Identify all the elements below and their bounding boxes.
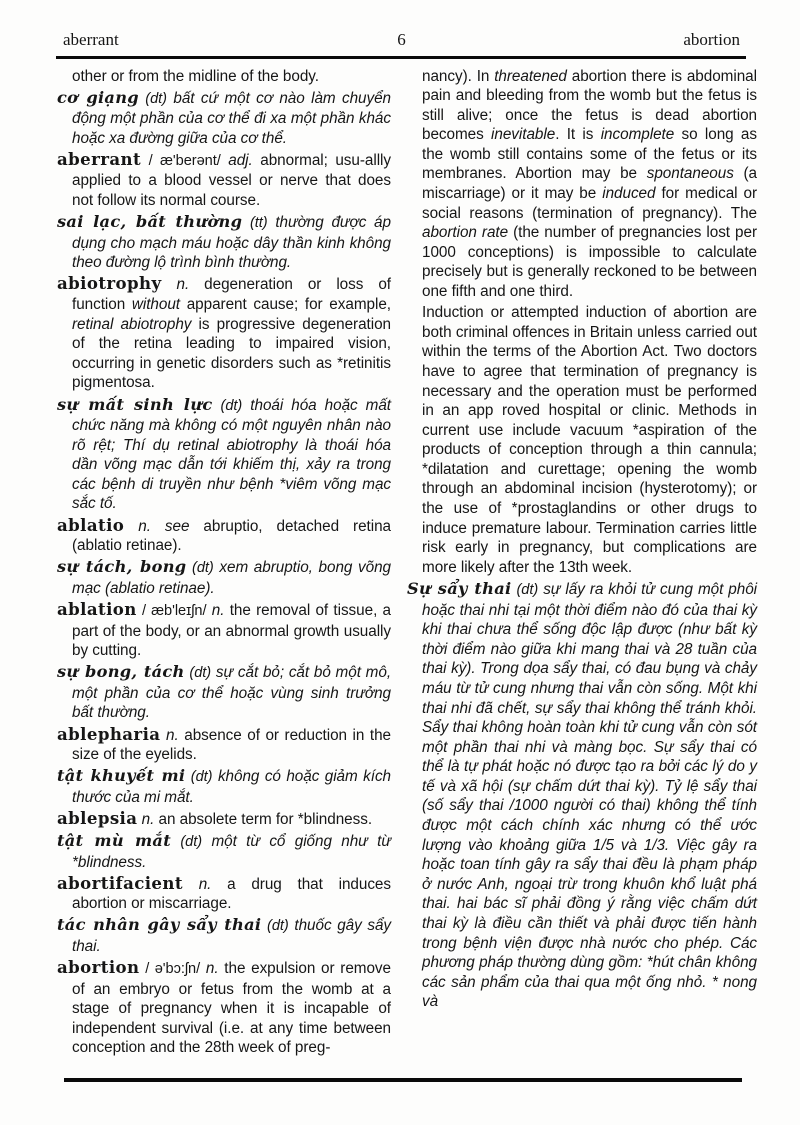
part-of-speech: adj.: [228, 151, 253, 169]
entry-su-say-thai: [407, 579, 757, 1012]
right-column: [407, 65, 757, 1060]
word-class-tag: (dt): [267, 918, 289, 935]
word-class-tag: (dt): [192, 560, 214, 577]
definition: thuốc gây sẩy thai.: [72, 917, 392, 955]
headword: ablation: [57, 598, 137, 619]
word-class-tag: (dt): [516, 581, 539, 598]
word-class-tag: (dt): [180, 833, 203, 850]
definition: degeneration or loss of function without apparent cause; for example, retinal abiotrophy is progressive degeneration of the retina leading to impaired vision, occurring in genetic disorders such as *retinitis pigmentosa.: [72, 276, 391, 392]
headword: sai lạc, bất thường: [57, 212, 243, 232]
entry-co-giang: [57, 88, 391, 149]
definition: xem abruptio, bong võng mạc (ablatio retinae).: [72, 559, 391, 597]
guide-word-left: aberrant: [63, 30, 119, 49]
definition: Induction or attempted induction of abortion are both criminal offences in Britain unless carried out within the terms of the Abortion Act. Two doctors have to agree that termination of pregnancy is necessary and the operation must be performed in an app roved hospital or clinic. Methods in current use include vacuum *aspiration of the products of conception through a thin cannula; *dilatation and curettage; opening the womb through an abdominal incision (hysterotomy); or the use of *prostaglandins or other drugs to induce premature labour. Termination carries little risk early in pregnancy, but complications are more likely after the 13th week.: [422, 304, 757, 576]
headword: aberrant: [57, 148, 142, 169]
definition: absence of or reduction in the size of the eyelids.: [72, 726, 392, 764]
headword: sự bong, tách: [57, 662, 185, 682]
headword: tác nhân gây sẩy thai: [57, 915, 262, 935]
definition: the expulsion or remove of an embryo or fetus from the womb at a stage of pregnancy when it is incapable of independent survival (i.e. at any time between conception and the 28th week of preg-: [72, 960, 391, 1057]
definition: không có hoặc giảm kích thước của mi mắt.: [72, 768, 391, 806]
entry-tat-khuyet-mi: [57, 766, 391, 807]
headword: abiotrophy: [57, 273, 162, 294]
paragraph-abortion-continuation: [407, 67, 757, 302]
definition: an absolete term for *blindness.: [158, 810, 373, 828]
entry-ablation: [57, 600, 391, 661]
pronunciation: / æb'leɪʃn/: [142, 602, 207, 619]
entry-su-tach-bong: [57, 557, 391, 598]
headword: ablatio: [57, 514, 125, 535]
definition: sự lấy ra khỏi tử cung một phôi hoặc thai nhi tại một thời điểm nào đó của thai kỳ khi thai chưa thể sống độc lập được (như bất kỳ thời điểm nào giữa khi mang thai và 28 tuần của thai kỳ). Trong dọa sẩy thai, có đau bụng và chảy máu từ tử cung nhưng thai vẫn còn sống. Một khi thai nhi đã chết, sự sẩy thai không thể tránh khỏi. Sẩy thai không hoàn toàn khi tử cung vẫn còn sót một phần thai nhi và màng bọc. Sự sẩy thai có thể là tự phát hoặc nó được tạo ra bởi các lý do y tế và xã hội (sự chấm dứt thai kỳ). Tỷ lệ sẩy thai (số sẩy thai /1000 người có thai) không thể tính được một cách chính xác nhưng có thể ước lượng vào khoảng giữa 1/5 và 1/3. Việc gây ra hoặc toan tính gây ra sẩy thai đều là phạm pháp ở nước Anh, ngoại trừ trong khuôn khổ luật phá thai. hai bác sĩ phải đồng ý rằng việc chấm dứt thai kỳ là điều cần thiết và phải được tiến hành trong bệnh viện được nhà nước cho phép. Các phương pháp thường dùng gồm: *hút chân không các sản phẩm của thai qua một ống nhỏ. * nong và: [422, 580, 757, 1011]
part-of-speech: n.: [138, 517, 151, 535]
definition: the removal of tissue, a part of the body, or an abnormal growth usually by cutting.: [72, 601, 392, 660]
definition: thường được áp dụng cho mạch máu hoặc dây thần kinh không theo đường lộ trình bình thường.: [72, 214, 391, 272]
left-column: [57, 65, 391, 1060]
definition: nancy). In threatened abortion there is abdominal pain and bleeding from the womb but the fetus is still alive; once the fetus is dead abortion becomes inevitable. It is incomplete so long as the womb still contains some of the fetus or its membranes. Abortion may be spontaneous (a miscarriage) or it may be induced for medical or social reasons (termination of pregnancy). The abortion rate (the number of pregnancies lost per 1000 conceptions) is impossible to calculate precisely but is generally reckoned to be between one fifth and one third.: [422, 67, 758, 301]
definition: một từ cổ giống như từ *blindness.: [72, 832, 392, 871]
entry-abortion: [57, 958, 391, 1058]
entry-abiotrophy: [57, 274, 391, 393]
definition: see abruptio, detached retina (ablatio retinae).: [72, 517, 392, 555]
part-of-speech: n.: [166, 726, 179, 744]
pronunciation: / æ'berənt/: [148, 152, 221, 169]
headword: Sự sẩy thai: [407, 578, 512, 598]
entry-tat-mu-mat: [57, 831, 391, 872]
pronunciation: / ə'bɔ:ʃn/: [145, 961, 201, 978]
entry-ablepharia: [57, 725, 391, 765]
part-of-speech: n.: [198, 875, 212, 893]
page-number: 6: [397, 30, 406, 49]
definition: a drug that induces abortion or miscarriage.: [72, 875, 391, 913]
text-columns: [57, 65, 757, 1060]
header-rule: [56, 56, 746, 59]
entry-aberrant: [57, 150, 391, 211]
headword: ablepsia: [57, 807, 138, 828]
headword: sự tách, bong: [57, 557, 187, 577]
entry-ablepsia: [57, 809, 391, 830]
entry-continuation: [57, 67, 391, 87]
entry-abortifacient: [57, 874, 391, 914]
part-of-speech: n.: [141, 810, 155, 828]
word-class-tag: (dt): [189, 665, 212, 682]
entry-su-bong-tach: [57, 662, 391, 723]
part-of-speech: n.: [205, 960, 219, 978]
word-class-tag: (tt): [249, 215, 268, 232]
headword: tật mù mắt: [57, 830, 172, 850]
entry-ablatio: [57, 516, 391, 556]
definition: bất cứ một cơ nào làm chuyển động một phần của cơ thể đi xa một phần khác hoặc xa đường giữa của cơ thể.: [72, 89, 391, 147]
definition: sự cắt bỏ; cắt bỏ một mô, một phần của cơ thể hoặc vùng sinh trưởng bất thường.: [72, 664, 392, 722]
entry-tac-nhan-gay-say-thai: [57, 915, 391, 956]
definition: abnormal; usu-allly applied to a blood vessel or nerve that does not follow its normal course.: [72, 151, 392, 210]
headword: abortion: [57, 957, 140, 978]
headword: abortifacient: [57, 872, 183, 893]
definition: thoái hóa hoặc mất chức năng mà không có một nguyên nhân nào rõ rệt; Thí dụ retinal abiotrophy là thoái hóa dần võng mạc dẫn tới khiếm thị, xảy ra trong các bệnh di truyền như bệnh *viêm võng mạc sắc tố.: [72, 396, 392, 513]
paragraph-abortion-law: [407, 303, 757, 577]
guide-word-right: abortion: [683, 30, 740, 49]
word-class-tag: (dt): [190, 769, 213, 786]
part-of-speech: n.: [211, 601, 225, 619]
headword: tật khuyết mi: [57, 766, 186, 786]
entry-sai-lac-bat-thuong: [57, 212, 391, 273]
part-of-speech: n.: [176, 276, 190, 294]
headword: ablepharia: [57, 723, 161, 744]
word-class-tag: (dt): [145, 90, 167, 107]
headword: sự mất sinh lực: [57, 394, 213, 414]
headword: cơ giạng: [57, 87, 139, 107]
word-class-tag: (dt): [220, 397, 243, 414]
footer-rule: [64, 1078, 742, 1082]
entry-su-mat-sinh-luc: [57, 395, 391, 515]
definition: other or from the midline of the body.: [72, 67, 319, 85]
